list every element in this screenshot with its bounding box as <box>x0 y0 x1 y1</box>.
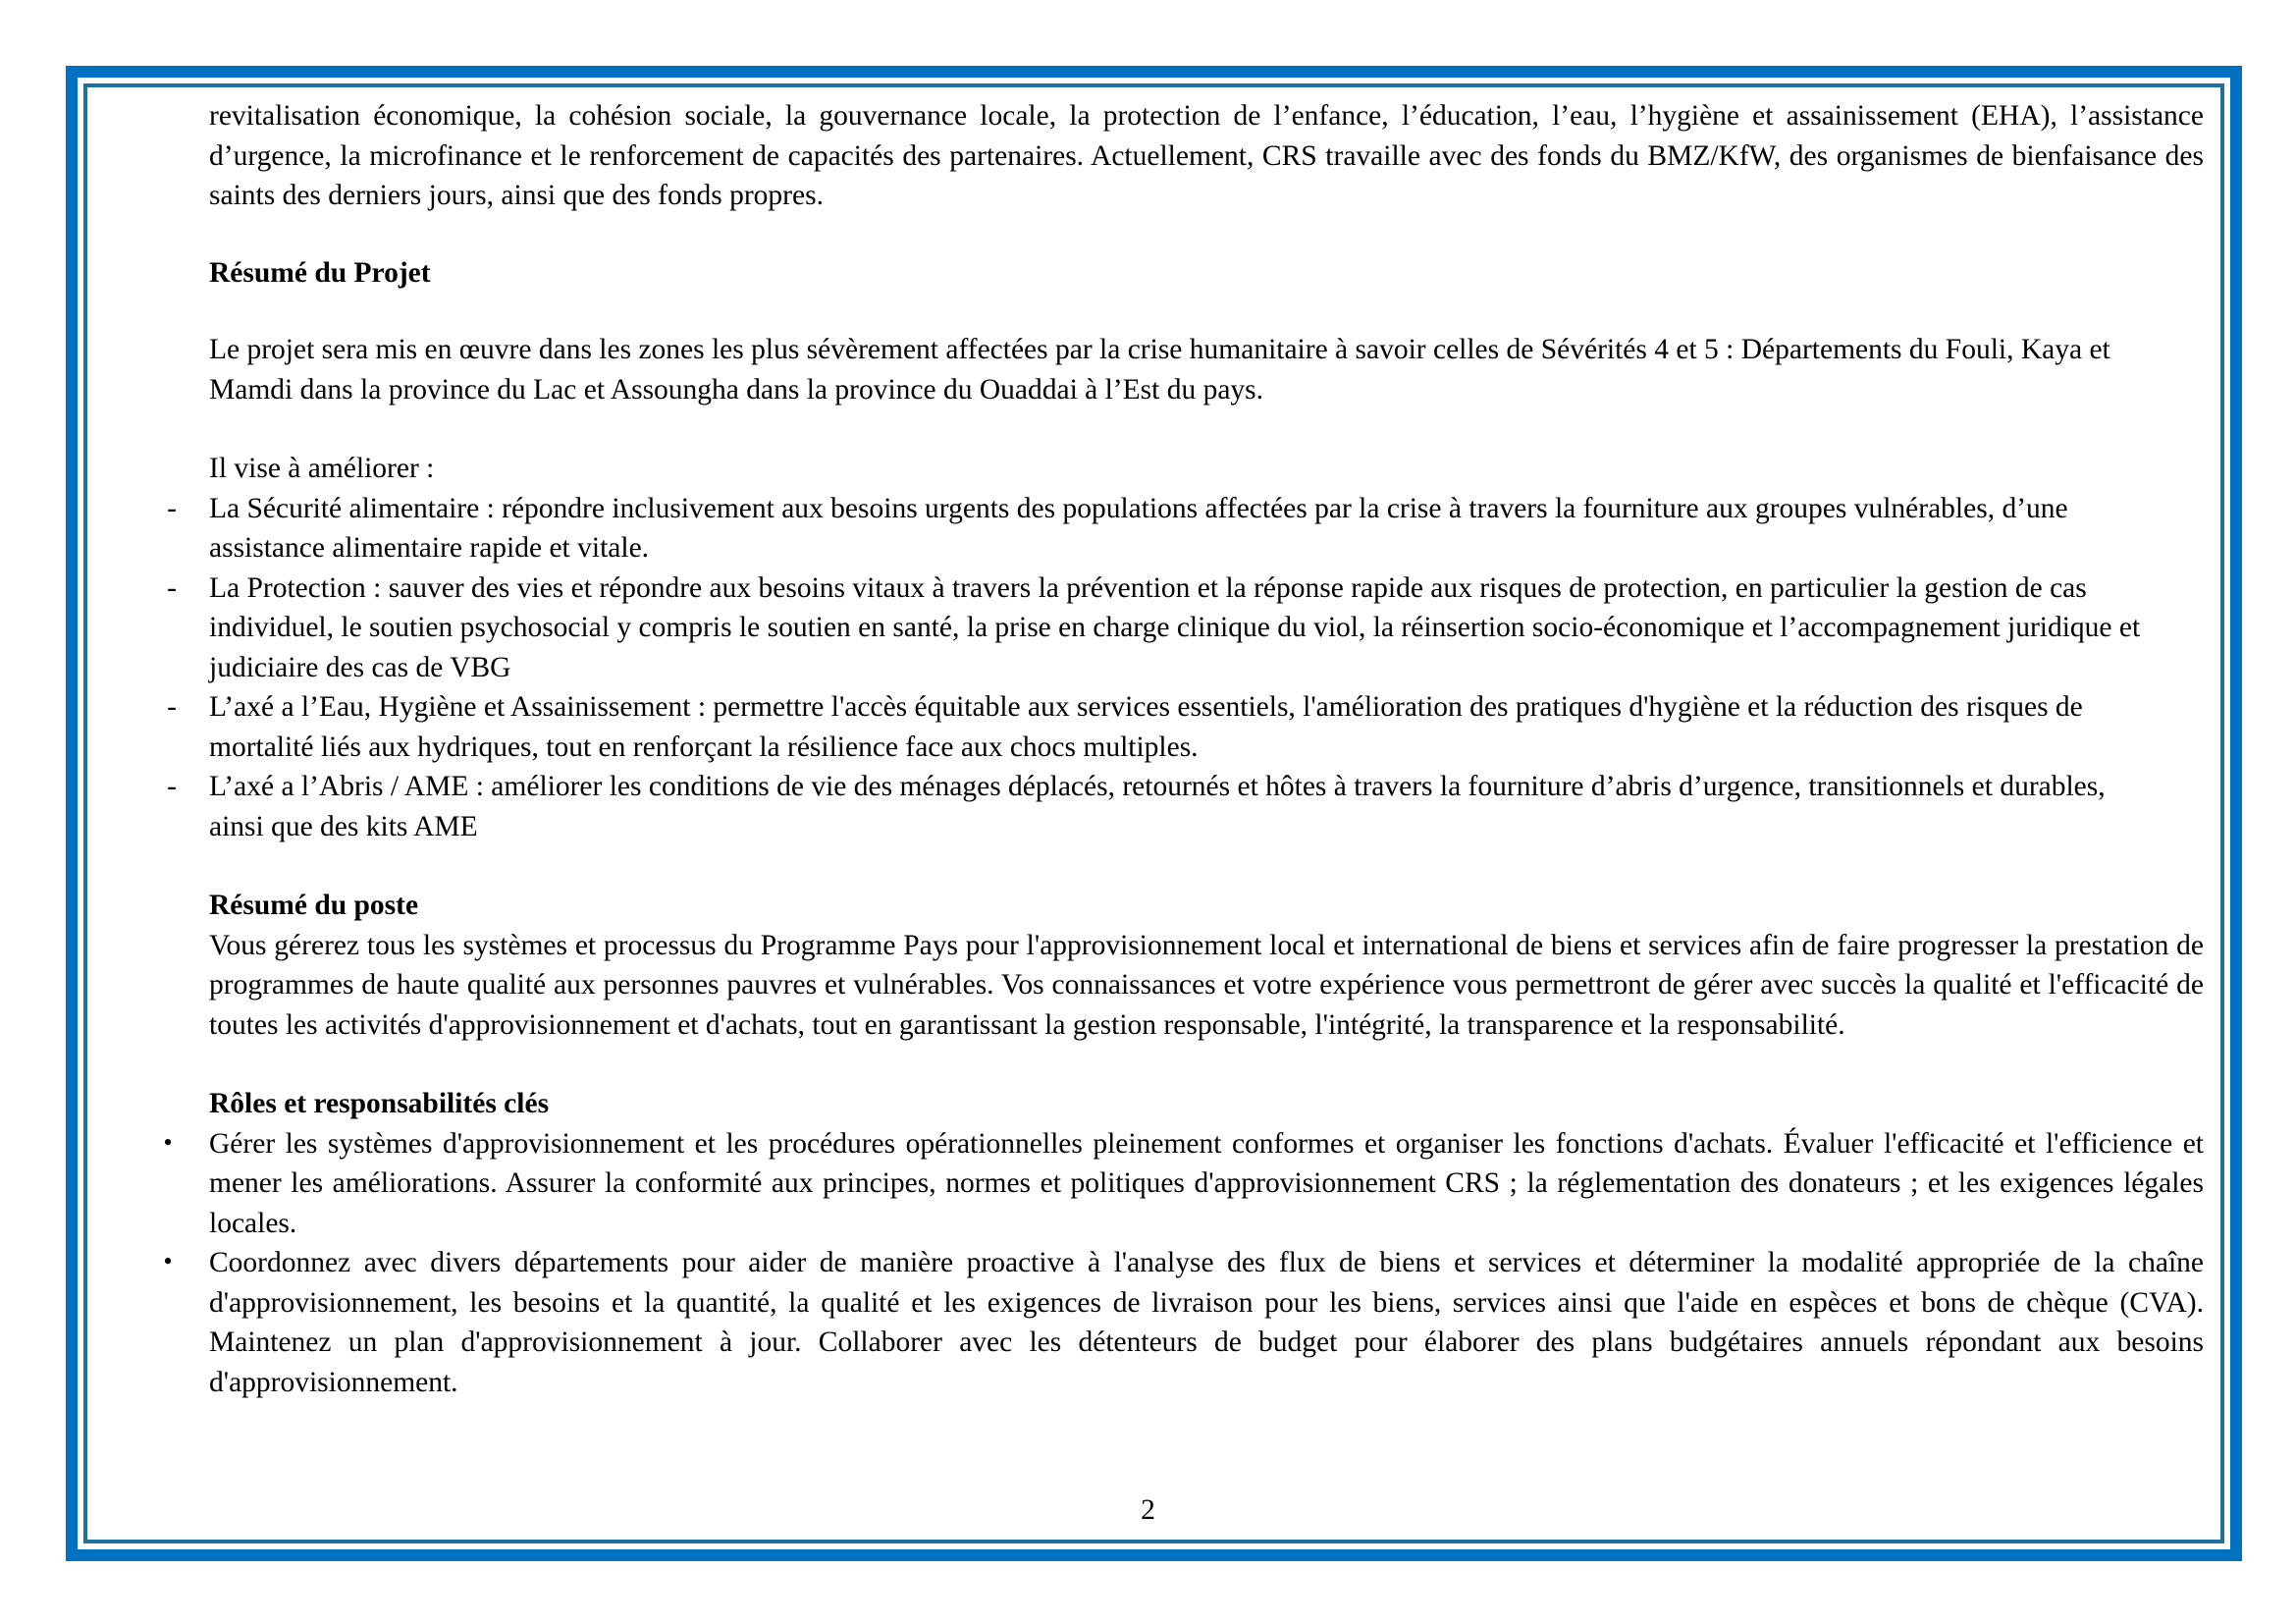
dash-bullet-icon: - <box>167 691 177 723</box>
job-summary-heading: Résumé du poste <box>209 890 419 921</box>
key-roles-item-text: Gérer les systèmes d'approvisionnement et les procédures opérationnelles pleinement conformes et organiser les fonctions d'achats. Évaluer l'efficacité et l'efficience et mener les améliorations. Assurer la conformité aux principes, normes et politiques d'approvisionnement CRS ; la réglementation des donateurs ; et les exigences légales locales. <box>209 1127 2204 1239</box>
dash-bullet-icon: - <box>167 571 177 604</box>
intro-paragraph: revitalisation économique, la cohésion sociale, la gouvernance locale, la protection de l’enfance, l’éducation, l’eau, l’hygiène et assainissement (EHA), l’assistance d’urgence, la microfinance et le renforcement de capacités des partenaires. Actuellement, CRS travaille avec des fonds du BMZ/KfW, des organismes de bienfaisance des saints des derniers jours, ainsi que des fonds propres. <box>209 100 2204 211</box>
aims-list <box>167 489 2204 847</box>
key-roles-list-item <box>163 1243 2204 1402</box>
aims-list-item <box>167 767 2164 846</box>
aims-item-text: L’axé a l’Abris / AME : améliorer les conditions de vie des ménages déplacés, retournés et hôtes à travers la fourniture d’abris d’urgence, transitionnels et durables, ainsi que des kits AME <box>209 771 2106 842</box>
aims-list-item <box>167 489 2164 568</box>
bullet-icon: • <box>163 1127 173 1157</box>
dash-bullet-icon: - <box>167 771 177 802</box>
job-summary-paragraph: Vous gérerez tous les systèmes et processus du Programme Pays pour l'approvisionnement local et international de biens et services afin de faire progresser la prestation de programmes de haute qualité aux personnes pauvres et vulnérables. Vos connaissances et votre expérience vous permettront de gérer avec succès la qualité et l'efficacité de toutes les activités d'approvisionnement et d'achats, tout en garantissant la gestion responsable, l'intégrité, la transparence et la responsabilité. <box>209 929 2204 1041</box>
page-number: 2 <box>1141 1494 1155 1526</box>
aims-list-item <box>167 687 2164 767</box>
key-roles-list <box>163 1124 2204 1403</box>
dash-bullet-icon: - <box>167 492 177 524</box>
aims-item-text: La Protection : sauver des vies et répondre aux besoins vitaux à travers la prévention et la réponse rapide aux risques de protection, en particulier la gestion de cas individuel, le soutien psychosocial y compris le soutien en santé, la prise en charge clinique du viol, la réinsertion socio-économique et l’accompagnement juridique et judiciaire des cas de VBG <box>209 571 2141 683</box>
project-summary-paragraph: Le projet sera mis en œuvre dans les zones les plus sévèrement affectées par la crise humanitaire à savoir celles de Sévérités 4 et 5 : Départements du Fouli, Kaya et Mamdi dans la province du Lac et Assoungha dans la province du Ouaddai à l’Est du pays. <box>209 334 2110 406</box>
key-roles-heading: Rôles et responsabilités clés <box>209 1088 550 1119</box>
bullet-icon: • <box>163 1247 173 1275</box>
aims-item-text: La Sécurité alimentaire : répondre inclusivement aux besoins urgents des populations affectées par la crise à travers la fourniture aux groupes vulnérables, d’une assistance alimentaire rapide et vitale. <box>209 492 2068 564</box>
aims-item-text: L’axé a l’Eau, Hygiène et Assainissement : permettre l'accès équitable aux services essentiels, l'amélioration des pratiques d'hygiène et la réduction des risques de mortalité liés aux hydriques, tout en renforçant la résilience face aux chocs multiples. <box>209 691 2083 763</box>
aims-list-item <box>167 568 2164 688</box>
key-roles-list-item <box>163 1124 2204 1244</box>
aims-intro: Il vise à améliorer : <box>209 453 435 484</box>
project-summary-heading: Résumé du Projet <box>209 256 431 289</box>
key-roles-item-text: Coordonnez avec divers départements pour aider de manière proactive à l'analyse des flux de biens et services et déterminer la modalité appropriée de la chaîne d'approvisionnement, les besoins et la quantité, la qualité et les exigences de livraison pour les biens, services ainsi que l'aide en espèces et bons de chèque (CVA). Maintenez un plan d'approvisionnement à jour. Collaborer avec les détenteurs de budget pour élaborer des plans budgétaires annuels répondant aux besoins d'approvisionnement. <box>209 1247 2204 1398</box>
document-page <box>163 96 2204 1402</box>
